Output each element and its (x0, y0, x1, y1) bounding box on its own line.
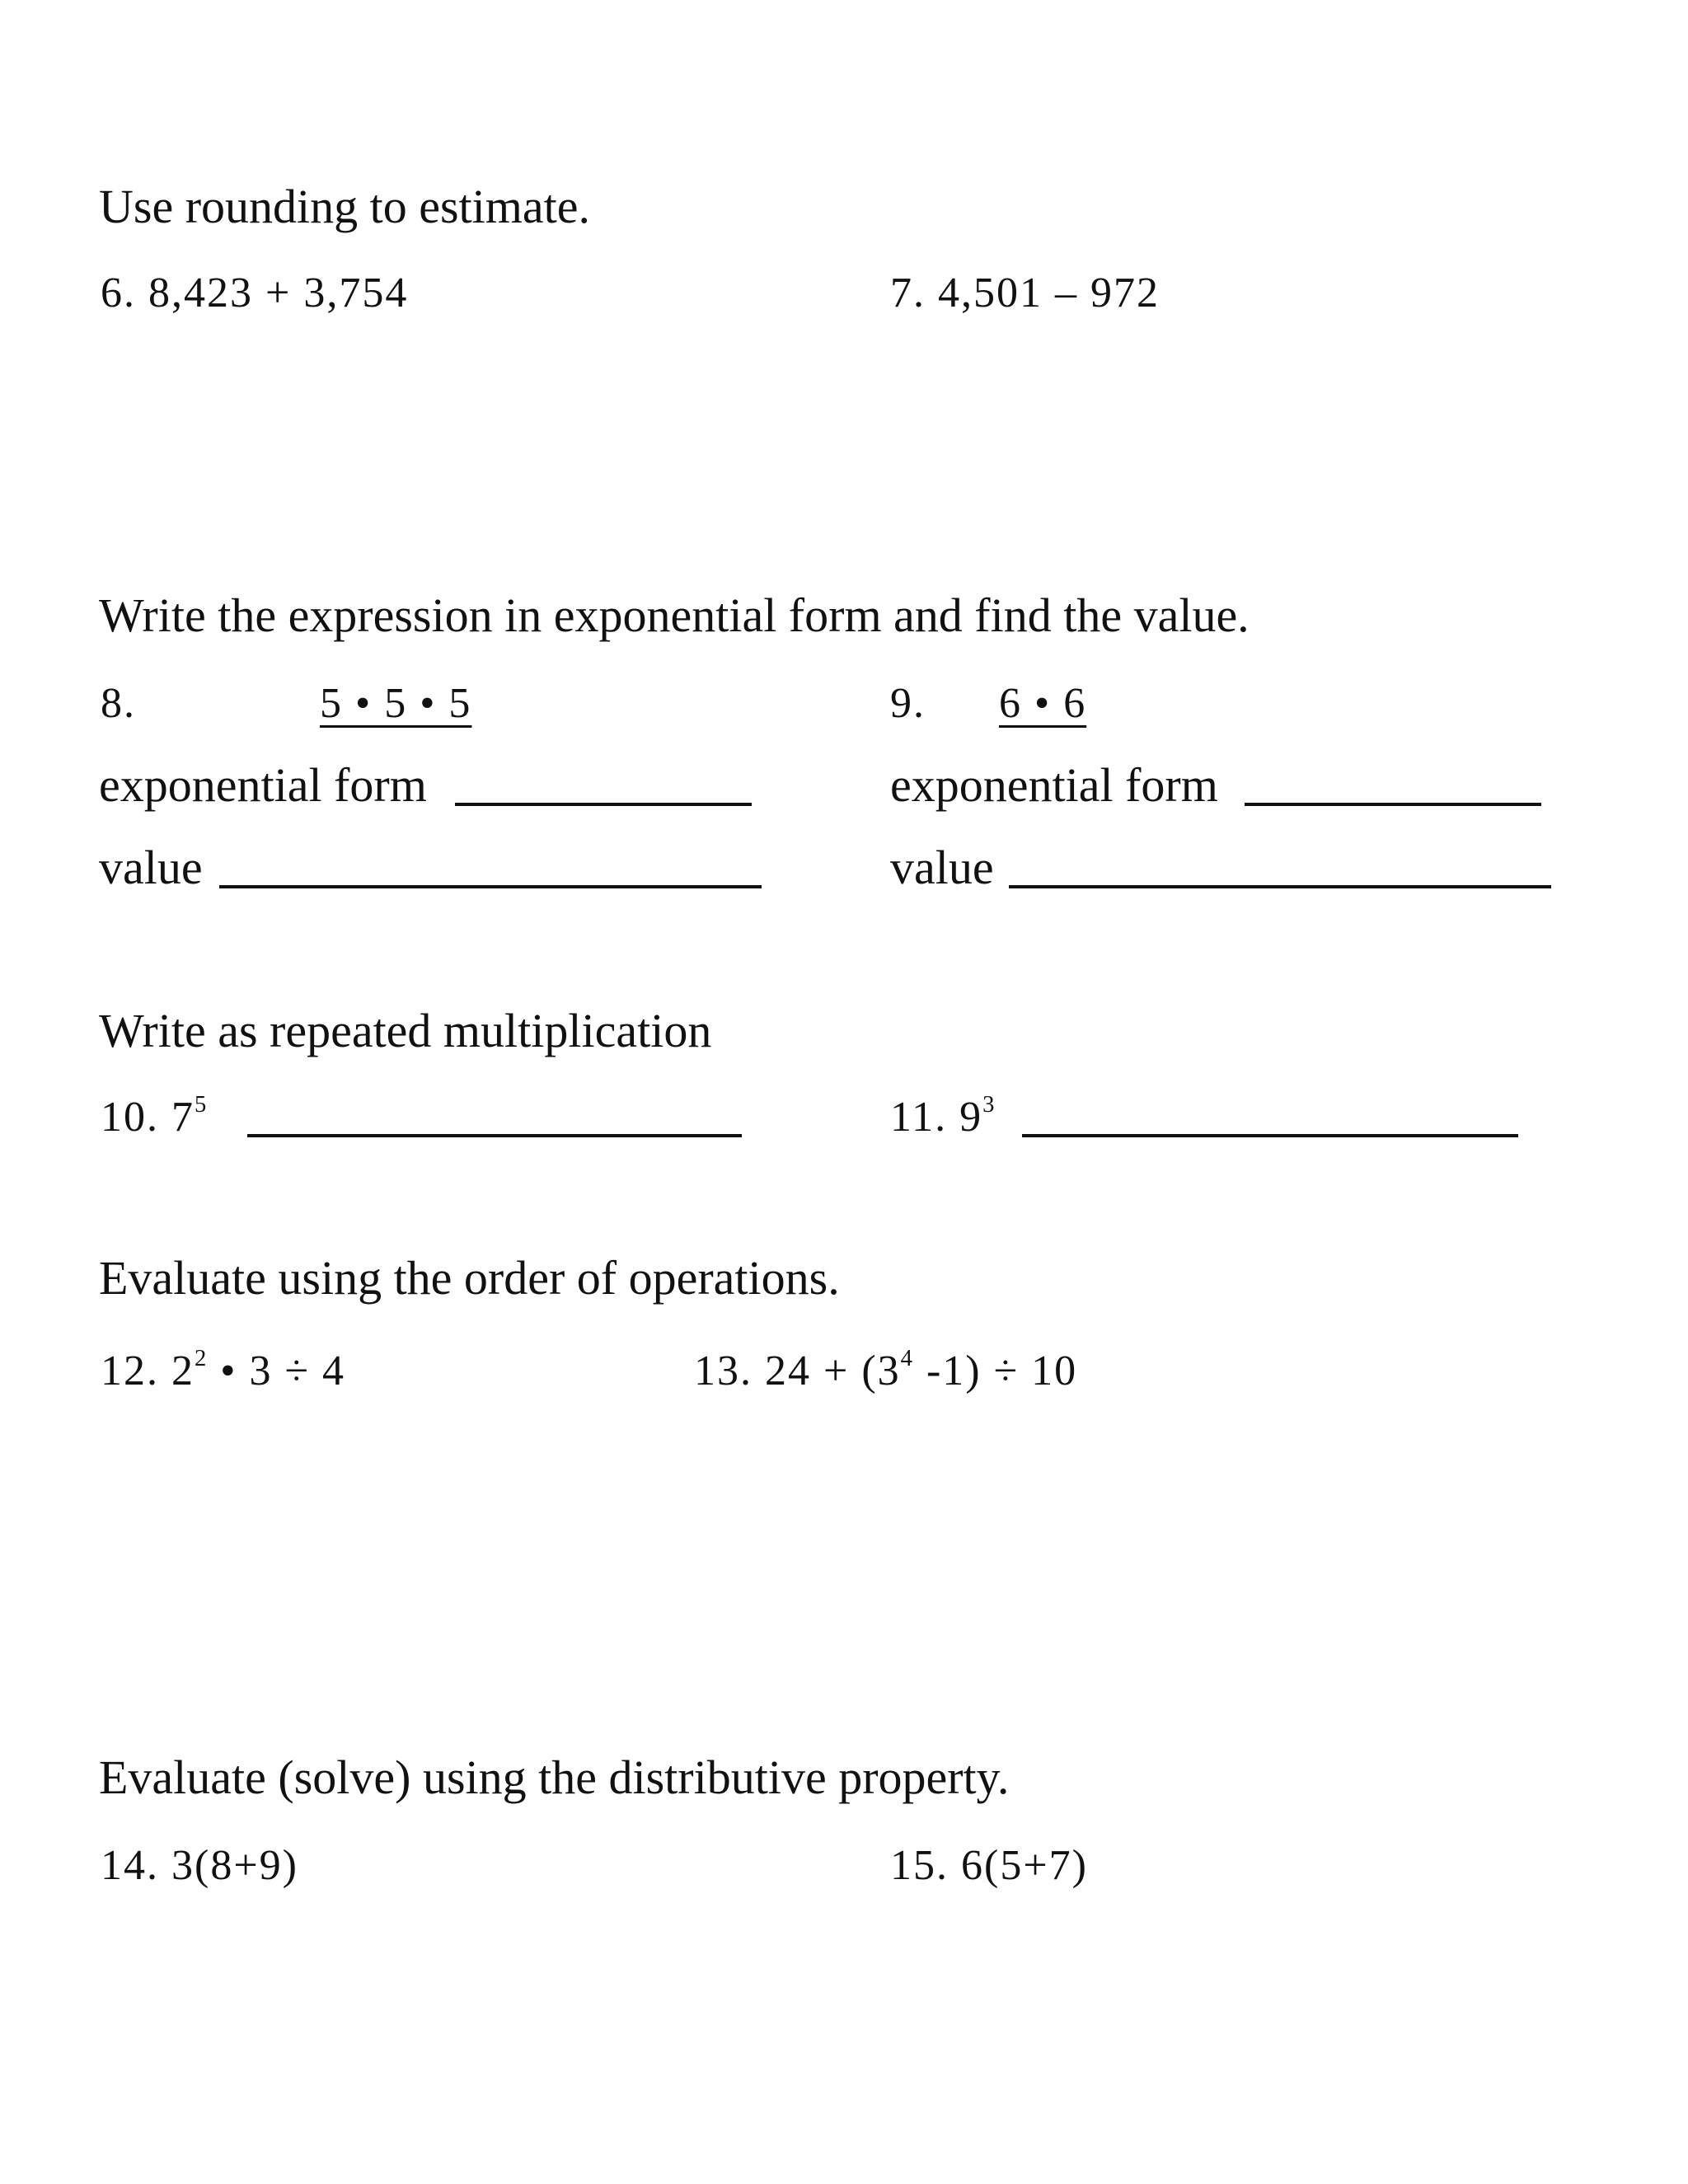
problem-11 (890, 1092, 996, 1141)
heading-distributive-property: Evaluate (solve) using the distributive property. (99, 1750, 1010, 1804)
problem-12-exponent: 2 (195, 1346, 209, 1372)
problem-10-exponent: 5 (195, 1092, 209, 1118)
heading-order-of-operations: Evaluate using the order of operations. (99, 1251, 840, 1305)
problem-8-exponential-form-blank[interactable] (455, 803, 752, 806)
problem-10-base: 10. 7 (101, 1094, 195, 1141)
problem-12 (101, 1346, 346, 1394)
problem-8-value-label: value (99, 841, 203, 894)
problem-8-exponential-form-label: exponential form (99, 758, 427, 812)
problem-8-expression: 5 • 5 • 5 (320, 680, 472, 727)
heading-exponential: Write the expression in exponential form and find the value. (99, 588, 1250, 642)
problem-9-exponential-form-label: exponential form (890, 758, 1218, 812)
problem-10 (101, 1092, 209, 1141)
heading-rounding: Use rounding to estimate. (99, 180, 591, 233)
problem-11-base: 11. 9 (890, 1094, 983, 1141)
problem-12-rest: • 3 ÷ 4 (208, 1347, 346, 1394)
problem-9-value-label: value (890, 841, 994, 894)
problem-9-number: 9. (890, 680, 926, 727)
problem-13 (694, 1346, 1078, 1394)
problem-8-number: 8. (101, 680, 136, 727)
problem-14: 14. 3(8+9) (101, 1842, 298, 1889)
problem-15: 15. 6(5+7) (890, 1842, 1088, 1889)
problem-10-blank[interactable] (247, 1134, 742, 1137)
problem-11-blank[interactable] (1022, 1134, 1518, 1137)
problem-8-value-blank[interactable] (219, 885, 762, 888)
problem-11-exponent: 3 (982, 1092, 996, 1118)
problem-6: 6. 8,423 + 3,754 (101, 269, 409, 316)
problem-9-value-blank[interactable] (1009, 885, 1551, 888)
problem-7: 7. 4,501 – 972 (890, 269, 1160, 316)
problem-9-exponential-form-blank[interactable] (1245, 803, 1541, 806)
problem-13-exponent: 4 (900, 1346, 914, 1372)
problem-9-expression: 6 • 6 (999, 680, 1087, 727)
heading-repeated-multiplication: Write as repeated multiplication (99, 1004, 712, 1057)
problem-13-base: 13. 24 + (3 (694, 1347, 901, 1394)
problem-12-base: 12. 2 (101, 1347, 195, 1394)
problem-13-rest: -1) ÷ 10 (913, 1347, 1078, 1394)
